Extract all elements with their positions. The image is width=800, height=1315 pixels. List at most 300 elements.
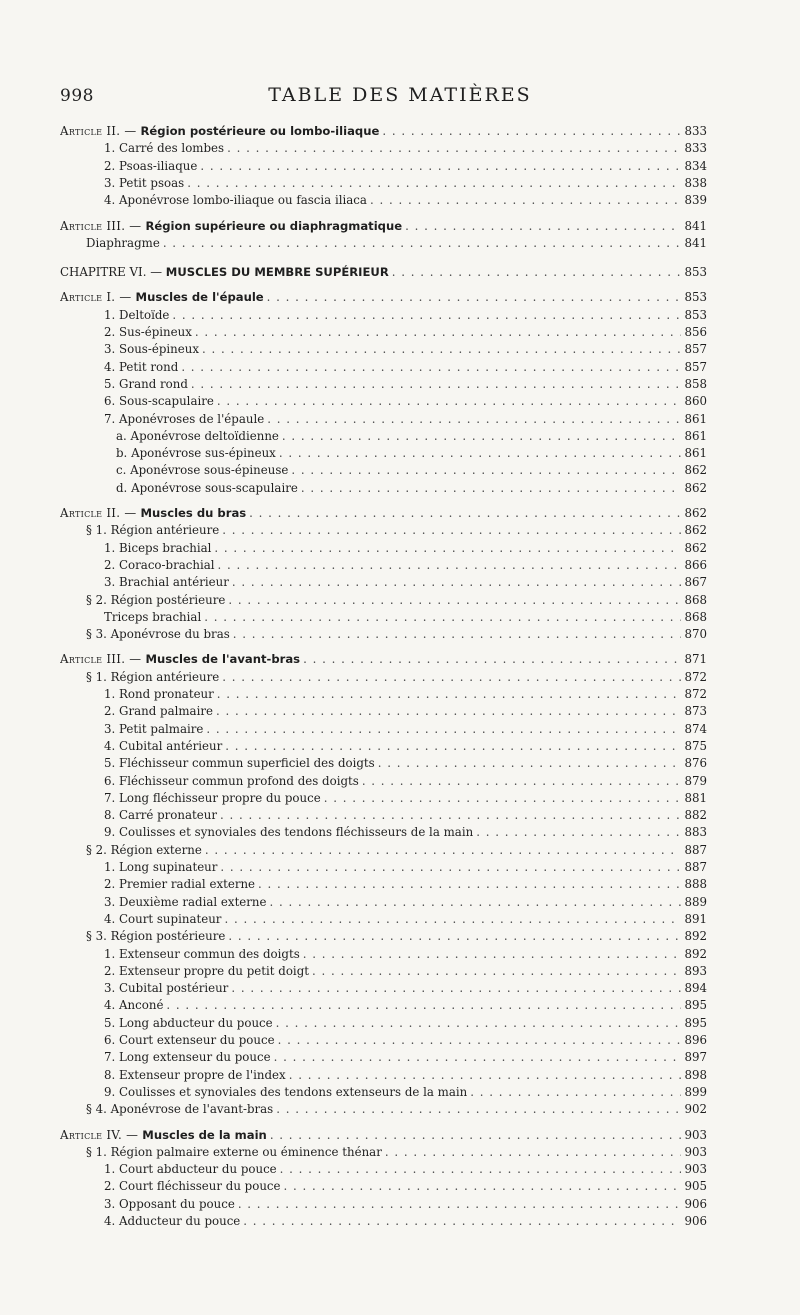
toc-page-number: 887 <box>684 860 707 874</box>
toc-entry-title: Carré pronateur <box>119 808 217 823</box>
toc-entry-text <box>60 290 264 304</box>
toc-entry <box>104 394 707 413</box>
toc-entry-title: Muscles de l'épaule <box>135 290 264 305</box>
toc-entry-title: Petit rond <box>119 359 179 374</box>
toc-entry-prefix: 3. <box>104 981 120 996</box>
dot-leader <box>217 394 682 408</box>
dot-leader <box>217 687 682 701</box>
dot-leader <box>204 610 681 624</box>
toc-entry-prefix: 6. <box>104 1033 120 1047</box>
toc-entry <box>104 1033 707 1052</box>
toc-page-number: 867 <box>684 575 707 590</box>
toc-entry-title: Anconé <box>119 998 164 1013</box>
toc-entry-prefix: c. <box>116 463 131 478</box>
toc-entry <box>104 998 707 1017</box>
toc-entry-prefix: Article III. — <box>60 652 146 667</box>
toc-page-number: 895 <box>684 1015 707 1030</box>
toc-entry-text <box>104 687 214 701</box>
toc-page-number: 866 <box>684 557 707 572</box>
toc-entry <box>86 1145 707 1164</box>
toc-entry-prefix: 3. <box>104 342 120 357</box>
toc-entry <box>86 593 707 612</box>
toc-entry-text <box>104 541 211 555</box>
toc-entry-title: Cubital antérieur <box>119 738 223 753</box>
toc-entry-title: Muscles du bras <box>140 506 247 520</box>
toc-entry-text <box>104 722 203 736</box>
toc-entry-text <box>104 325 192 339</box>
toc-entry-text <box>104 774 359 788</box>
dot-leader <box>216 704 681 718</box>
toc-entry-prefix: 6. <box>104 773 120 788</box>
dot-leader <box>382 124 681 138</box>
toc-entry-prefix: 4. <box>104 1214 120 1228</box>
dot-leader <box>280 1162 682 1176</box>
toc-entry-prefix: § 2. <box>86 842 111 857</box>
toc-entry <box>104 1068 707 1087</box>
dot-leader <box>202 342 681 356</box>
toc-entry-title: Région postérieure <box>110 929 226 944</box>
toc-page-number: 839 <box>684 193 707 208</box>
toc-page-number: 853 <box>684 265 707 280</box>
toc-entry-title: Diaphragme <box>86 235 160 250</box>
toc-entry <box>104 1179 707 1198</box>
toc-entry-text <box>60 652 300 666</box>
toc-entry-text <box>60 124 379 138</box>
toc-entry-title: Région externe <box>110 842 202 857</box>
toc-entry <box>104 895 707 914</box>
toc-page-number: 902 <box>684 1102 707 1117</box>
toc-entry-text <box>104 342 199 356</box>
toc-entry-text <box>86 1102 273 1116</box>
toc-entry-text <box>116 481 298 495</box>
toc-entry-text <box>104 1050 271 1064</box>
toc-entry-prefix: Article IV. — <box>60 1127 143 1142</box>
toc-entry <box>86 523 707 542</box>
toc-entry <box>116 429 707 448</box>
dot-leader <box>291 463 681 477</box>
toc-entry-text <box>104 947 300 961</box>
toc-entry-prefix: CHAPITRE VI. — <box>60 265 166 280</box>
toc-entry-prefix: 4. <box>104 911 120 926</box>
toc-entry-prefix: § 1. <box>86 1144 111 1159</box>
toc-entry-prefix: 2. <box>104 704 120 719</box>
toc-entry-prefix: b. <box>116 446 132 461</box>
toc-entry-title: Petit palmaire <box>119 721 204 736</box>
toc-entry-prefix: 5. <box>104 1015 120 1030</box>
toc-page-number: 861 <box>684 411 707 426</box>
toc-entry-text <box>116 429 279 443</box>
toc-entry <box>104 558 707 577</box>
toc-entry <box>104 575 707 594</box>
dot-leader <box>370 193 682 207</box>
toc-entry-text <box>104 1068 286 1082</box>
toc-entry-text <box>104 558 215 572</box>
toc-entry-prefix: 3. <box>104 575 120 590</box>
toc-entry-title: Court fléchisseur du pouce <box>119 1179 281 1194</box>
dot-leader <box>206 722 681 736</box>
toc-page-number: 853 <box>684 307 707 322</box>
toc-page-number: 903 <box>684 1162 707 1177</box>
toc-entry-title: Sus-épineux <box>119 325 192 339</box>
toc-entry <box>104 176 707 195</box>
toc-entry-prefix: 5. <box>104 756 120 771</box>
toc-chapter <box>60 265 707 284</box>
toc-entry-prefix: 2. <box>104 557 120 572</box>
toc-entry-title: Région palmaire externe ou éminence thénar <box>110 1144 382 1159</box>
toc-entry-text <box>104 1179 281 1193</box>
dot-leader <box>243 1214 681 1228</box>
toc-entry <box>104 541 707 560</box>
page-number: 998 <box>60 86 94 106</box>
toc-entry-text <box>104 193 367 207</box>
toc-entry-text <box>104 1162 277 1176</box>
dot-leader <box>205 843 682 857</box>
toc-entry-title: Grand palmaire <box>119 704 213 719</box>
toc-entry-title: Coulisses et synoviales des tendons fléchisseurs de la main <box>119 825 474 840</box>
dot-leader <box>228 929 681 943</box>
toc-entry-prefix: 8. <box>104 1067 120 1082</box>
toc-entry-prefix: 2. <box>104 877 120 892</box>
toc-entry <box>104 739 707 758</box>
toc-entry-text <box>86 627 230 641</box>
dot-leader <box>276 1102 681 1116</box>
toc-entry-text <box>104 394 214 408</box>
dot-leader <box>278 1033 682 1047</box>
toc-entry-prefix: 4. <box>104 738 120 753</box>
toc-entry-prefix: Article III. — <box>60 218 146 233</box>
dot-leader <box>249 506 681 520</box>
toc-entry-prefix: d. <box>116 480 132 495</box>
toc-entry-title: Aponévroses de l'épaule <box>119 411 265 426</box>
toc-entry <box>104 912 707 931</box>
dot-leader <box>200 159 681 173</box>
toc-entry-prefix: a. <box>116 428 131 443</box>
toc-entry <box>104 687 707 706</box>
dot-leader <box>405 219 681 233</box>
toc-entry-prefix: 3. <box>104 894 120 909</box>
toc-page-number: 868 <box>684 609 707 624</box>
dot-leader <box>187 176 681 190</box>
toc-entry-title: Coraco-brachial <box>119 557 215 572</box>
toc-entry <box>104 1016 707 1035</box>
toc-page-number: 898 <box>684 1067 707 1082</box>
toc-entry-prefix: 1. <box>104 946 120 961</box>
toc-entry-prefix: 9. <box>104 1084 120 1099</box>
toc-entry-text <box>104 964 309 978</box>
toc-page-number: 881 <box>684 790 707 805</box>
toc-entry-text <box>104 998 163 1012</box>
toc-page-number: 893 <box>684 963 707 978</box>
dot-leader <box>362 774 682 788</box>
dot-leader <box>284 1179 682 1193</box>
toc-entry-prefix: 2. <box>104 963 120 978</box>
toc-entry <box>104 141 707 160</box>
toc-entry-title: Aponévrose du bras <box>110 627 230 642</box>
dot-leader <box>267 290 682 304</box>
toc-page-number: 903 <box>684 1144 707 1159</box>
toc-entry-title: Court extenseur du pouce <box>119 1033 275 1047</box>
toc-entry-prefix: 4. <box>104 193 120 208</box>
dot-leader <box>232 575 682 589</box>
toc-entry-title: Région antérieure <box>110 669 220 684</box>
toc-entry-title: MUSCLES DU MEMBRE SUPÉRIEUR <box>165 265 389 280</box>
dot-leader <box>220 808 682 822</box>
toc-page-number: 834 <box>684 158 707 173</box>
toc-page-number: 892 <box>684 929 707 944</box>
toc-article <box>60 124 707 143</box>
toc-page-number: 906 <box>684 1196 707 1211</box>
toc-entry-text <box>60 506 246 520</box>
dot-leader <box>231 981 681 995</box>
toc-entry-text <box>60 219 402 233</box>
toc-entry-text <box>86 593 225 607</box>
toc-entry-text <box>104 877 255 891</box>
toc-entry-prefix: 5. <box>104 376 120 391</box>
toc-page-number: 833 <box>684 124 707 138</box>
toc-entry-prefix: § 4. <box>86 1102 111 1117</box>
dot-leader <box>222 670 681 684</box>
toc-page-number: 905 <box>684 1179 707 1194</box>
toc-entry-prefix: § 1. <box>86 523 111 538</box>
toc-entry-prefix: 2. <box>104 158 120 173</box>
toc-page-number: 841 <box>684 218 707 233</box>
dot-leader <box>279 446 682 460</box>
toc-entry-text <box>104 739 222 753</box>
toc-page-number: 853 <box>684 290 707 305</box>
toc-entry-title: Long extenseur du pouce <box>119 1050 271 1065</box>
toc-entry-text <box>86 670 219 684</box>
toc-entry-text <box>104 1197 235 1211</box>
toc-entry-text <box>86 843 202 857</box>
toc-page-number: 861 <box>684 428 707 443</box>
dot-leader <box>191 377 682 391</box>
toc-article <box>60 1128 707 1147</box>
toc-entry-prefix: 7. <box>104 411 120 426</box>
toc-entry-prefix: § 3. <box>86 627 111 642</box>
toc-entry-text <box>116 463 288 477</box>
toc-entry-title: Triceps brachial <box>104 609 202 624</box>
toc-entry-prefix: 7. <box>104 790 120 805</box>
toc-entry-title: Long supinateur <box>119 860 218 874</box>
toc-entry-text <box>86 929 225 943</box>
toc-page-number: 862 <box>684 463 707 478</box>
toc-page-number: 895 <box>684 998 707 1013</box>
toc-page-number: 861 <box>684 446 707 461</box>
toc-entry-prefix: 3. <box>104 721 120 736</box>
toc-entry-title: Aponévrose deltoïdienne <box>130 428 279 443</box>
toc-page-number: 833 <box>684 141 707 156</box>
toc-entry-title: Opposant du pouce <box>119 1196 235 1211</box>
toc-entry-prefix: Article I. — <box>60 290 136 305</box>
toc-entry-text <box>86 1145 382 1159</box>
toc-entry <box>104 412 707 431</box>
toc-entry <box>86 627 707 646</box>
toc-entry-text <box>104 808 217 822</box>
dot-leader <box>225 739 681 753</box>
toc-entry-prefix: 1. <box>104 687 120 701</box>
toc-entry-title: Région supérieure ou diaphragmatique <box>145 218 403 233</box>
toc-entry <box>104 722 707 741</box>
toc-entry <box>104 981 707 1000</box>
toc-entry <box>104 325 707 344</box>
toc-entry <box>86 1102 707 1121</box>
toc-entry-title: Coulisses et synoviales des tendons extenseurs de la main <box>119 1084 468 1099</box>
toc-entry-title: Aponévrose sus-épineux <box>131 446 276 461</box>
toc-page-number: 857 <box>684 359 707 374</box>
toc-entry-text <box>104 412 264 426</box>
toc-entry-text <box>104 1033 275 1047</box>
toc-page-number: 862 <box>684 506 707 520</box>
toc-entry-text <box>86 236 160 250</box>
toc-entry <box>86 929 707 948</box>
toc-entry-prefix: § 3. <box>86 929 111 944</box>
toc-page-number: 876 <box>684 756 707 771</box>
toc-entry-text <box>104 704 213 718</box>
toc-entry <box>104 1085 707 1104</box>
toc-page-number: 862 <box>684 523 707 538</box>
toc-entry-prefix: 1. <box>104 1162 120 1177</box>
toc-entry-title: Petit psoas <box>119 175 185 190</box>
toc-entry-text <box>104 141 224 155</box>
dot-leader <box>476 825 681 839</box>
toc-page-number: 871 <box>684 652 707 667</box>
toc-entry-title: Région postérieure <box>110 592 226 607</box>
toc-entry-text <box>104 308 169 322</box>
toc-entry-title: Long abducteur du pouce <box>119 1015 273 1030</box>
toc-entry-title: Aponévrose sous-épineuse <box>130 463 289 478</box>
toc-entry-text <box>104 377 188 391</box>
toc-entry <box>104 877 707 896</box>
toc-page-number: 883 <box>684 825 707 840</box>
dot-leader <box>181 360 681 374</box>
toc-entry-title: Court abducteur du pouce <box>119 1162 277 1177</box>
toc-entry <box>104 342 707 361</box>
toc-entry <box>104 825 707 844</box>
toc-entry <box>104 947 707 966</box>
toc-entry <box>116 446 707 465</box>
toc-article <box>60 290 707 309</box>
toc-entry-prefix: 9. <box>104 825 120 840</box>
toc-entry-prefix: Article II. — <box>60 506 141 520</box>
toc-page-number: 857 <box>684 342 707 357</box>
toc-entry-prefix: 1. <box>104 141 120 156</box>
toc-entry-title: Long fléchisseur propre du pouce <box>119 790 321 805</box>
toc-entry-title: Fléchisseur commun superficiel des doigts <box>119 756 375 771</box>
toc-page-number: 875 <box>684 738 707 753</box>
toc-page-number: 862 <box>684 540 707 555</box>
dot-leader <box>324 791 682 805</box>
toc-entry <box>104 377 707 396</box>
toc-entry-title: Cubital postérieur <box>119 981 229 996</box>
toc-entry-title: Biceps brachial <box>119 540 212 555</box>
toc-entry <box>116 481 707 500</box>
toc-entry-prefix: 7. <box>104 1050 120 1065</box>
dot-leader <box>227 141 681 155</box>
toc-entry <box>104 308 707 327</box>
dot-leader <box>222 523 681 537</box>
toc-entry-prefix: 6. <box>104 394 120 409</box>
dot-leader <box>276 1016 682 1030</box>
toc-entry-title: Sous-épineux <box>119 342 199 357</box>
toc-entry <box>104 159 707 178</box>
toc-page-number: 896 <box>684 1033 707 1047</box>
toc-article <box>60 652 707 671</box>
toc-entry-prefix: 1. <box>104 540 120 555</box>
dot-leader <box>282 429 682 443</box>
page-header <box>60 86 740 112</box>
toc-entry-text <box>104 895 267 909</box>
toc-entry <box>86 236 707 255</box>
toc-entry-text <box>104 360 178 374</box>
dot-leader <box>195 325 682 339</box>
dot-leader <box>166 998 681 1012</box>
toc-entry-text <box>116 446 276 460</box>
page-title: TABLE DES MATIÈRES <box>268 84 532 106</box>
toc-entry-prefix: 4. <box>104 359 120 374</box>
toc-entry <box>104 1197 707 1216</box>
toc-entry-title: Adducteur du pouce <box>119 1214 241 1228</box>
toc-page-number: 870 <box>684 627 707 642</box>
toc-article <box>60 219 707 238</box>
toc-entry-text <box>104 1085 467 1099</box>
toc-page-number: 897 <box>684 1050 707 1065</box>
dot-leader <box>267 412 681 426</box>
toc-entry-prefix: § 2. <box>86 592 111 607</box>
dot-leader <box>228 593 681 607</box>
toc-page-number: 856 <box>684 325 707 339</box>
dot-leader <box>220 860 681 874</box>
toc-entry-title: Aponévrose de l'avant-bras <box>110 1102 274 1117</box>
toc-entry-title: Région antérieure <box>110 523 220 538</box>
toc-entry <box>104 860 707 879</box>
dot-leader <box>289 1068 682 1082</box>
toc-entry-title: Rond pronateur <box>119 687 214 701</box>
dot-leader <box>172 308 681 322</box>
dot-leader <box>303 947 682 961</box>
dot-leader <box>218 558 682 572</box>
toc-entry-title: Sous-scapulaire <box>119 394 214 409</box>
toc-entry <box>104 774 707 793</box>
toc-entry-title: Fléchisseur commun profond des doigts <box>119 773 359 788</box>
toc-entry <box>86 843 707 862</box>
toc-entry-title: Aponévrose sous-scapulaire <box>131 480 298 495</box>
toc-entry-text <box>60 1128 267 1142</box>
toc-page-number: 868 <box>684 592 707 607</box>
toc-page-number: 906 <box>684 1214 707 1228</box>
toc-entry-text <box>104 176 184 190</box>
toc-entry-title: Grand rond <box>119 376 188 391</box>
toc-entry-title: Muscles de l'avant-bras <box>145 652 301 667</box>
toc-entry-prefix: 3. <box>104 1196 120 1211</box>
toc-entry <box>104 1162 707 1181</box>
toc-page-number: 862 <box>684 480 707 495</box>
dot-leader <box>392 265 682 279</box>
toc-page-number: 894 <box>684 981 707 996</box>
toc-entry-title: Extenseur commun des doigts <box>119 946 300 961</box>
toc-article <box>60 506 707 525</box>
dot-leader <box>163 236 682 250</box>
toc-entry <box>104 1050 707 1069</box>
toc-entry <box>104 704 707 723</box>
toc-entry-title: Région postérieure ou lombo-iliaque <box>140 124 380 138</box>
toc-page-number: 903 <box>684 1127 707 1142</box>
toc-entry-text <box>104 825 473 839</box>
dot-leader <box>303 652 681 666</box>
toc-entry-text <box>104 1016 273 1030</box>
toc-entry-prefix: 4. <box>104 998 120 1013</box>
toc-entry-title: Deltoïde <box>119 307 170 322</box>
dot-leader <box>385 1145 682 1159</box>
